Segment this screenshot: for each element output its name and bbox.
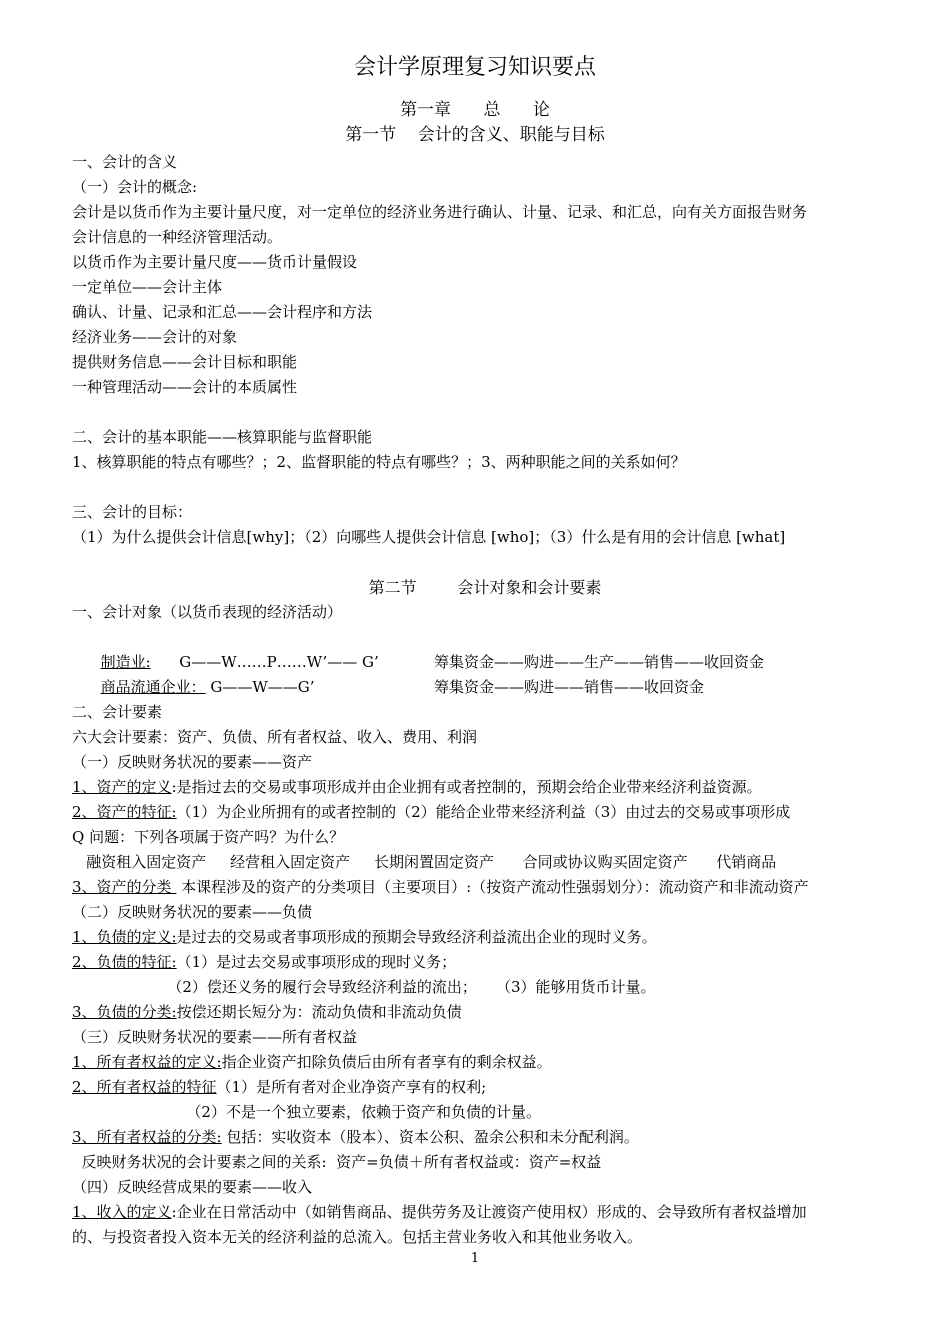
revenue-definition-text: :企业在日常活动中（如销售商品、提供劳务及让渡资产使用权）形成的、会导致所有者权益增加: [171, 1203, 807, 1221]
definition-line-2: 会计信息的一种经济管理活动。: [72, 228, 283, 246]
trade-flow: 筹集资金——购进——销售——收回资金: [434, 678, 705, 696]
subheading-concept: （一）会计的概念:: [72, 178, 198, 196]
heading-object: 一、会计对象（以货币表现的经济活动）: [72, 603, 343, 621]
equity-features-2: （2）不是一个独立要素，依赖于资产和负债的计量。: [72, 1103, 541, 1121]
revenue-definition: [72, 1200, 898, 1225]
revenue-heading: （四）反映经营成果的要素——收入: [72, 1178, 313, 1196]
asset-features-label: 2、资产的特征:: [72, 803, 177, 821]
trade-formula: G——W——G’: [205, 678, 315, 696]
equity-heading: （三）反映财务状况的要素——所有者权益: [72, 1028, 358, 1046]
chapter-heading: 第一章 总 论: [400, 100, 550, 120]
spacer: [72, 400, 898, 425]
asset-features: [72, 800, 898, 825]
manufacturing-row: [72, 625, 898, 671]
concept-item: 确认、计量、记录和汇总——会计程序和方法: [72, 303, 373, 321]
equity-definition-label: 1、所有者权益的定义:: [72, 1053, 222, 1071]
liability-definition-label: 1、负债的定义:: [72, 928, 177, 946]
liability-features-2: （2）偿还义务的履行会导致经济利益的流出； （3）能够用货币计量。: [72, 978, 656, 996]
heading-meaning: 一、会计的含义: [72, 153, 178, 171]
equity-definition-text: 指企业资产扣除负债后由所有者享有的剩余权益。: [221, 1053, 552, 1071]
equity-classification-text: 包括：实收资本（股本）、资本公积、盈余公积和未分配利润。: [221, 1128, 639, 1146]
asset-definition-label: 1、资产的定义: [72, 778, 172, 796]
equity-classification-label: 3、所有者权益的分类:: [72, 1128, 222, 1146]
section-heading: 第一节 会计的含义、职能与目标: [345, 125, 605, 145]
goals-text: （1）为什么提供会计信息[why]；（2）向哪些人提供会计信息 [who]；（3）什么是有用的会计信息 [what]: [72, 528, 786, 546]
trade-row: [72, 650, 898, 696]
manufacturing-formula: G——W……P……W’—— G’: [150, 653, 379, 671]
heading-functions: 二、会计的基本职能——核算职能与监督职能: [72, 428, 373, 446]
asset-classification-label: 3、资产的分类: [72, 878, 177, 896]
heading-goals: 三、会计的目标：: [72, 503, 193, 521]
equity-definition: [72, 1050, 898, 1075]
manufacturing-flow: 筹集资金——购进——生产——销售——收回资金: [434, 653, 765, 671]
trade-label: 商品流通企业：: [100, 678, 206, 696]
liability-features: [72, 950, 898, 975]
revenue-definition-2: 的、与投资者投入资本无关的经济利益的总流入。包括主营业务收入和其他业务收入。: [72, 1228, 643, 1246]
equity-features-label: 2、所有者权益的特征: [72, 1078, 217, 1096]
concept-item: 一定单位——会计主体: [72, 278, 223, 296]
liabilities-heading: （二）反映财务状况的要素——负债: [72, 903, 313, 921]
liability-features-text: （1）是过去交易或事项形成的现时义务；: [176, 953, 457, 971]
concept-item: 经济业务——会计的对象: [72, 328, 238, 346]
asset-question: Q 问题：下列各项属于资产吗？为什么？: [72, 828, 345, 846]
asset-question-items: 融资租入固定资产 经营租入固定资产 长期闲置固定资产 合同或协议购买固定资产 代销商品: [72, 853, 777, 871]
spacer: [72, 550, 898, 575]
revenue-definition-label: 1、收入的定义: [72, 1203, 172, 1221]
page-number: 1: [470, 1251, 480, 1266]
liability-definition: [72, 925, 898, 950]
manufacturing-label: 制造业:: [100, 653, 151, 671]
assets-heading: （一）反映财务状况的要素——资产: [72, 753, 313, 771]
concept-item: 以货币作为主要计量尺度——货币计量假设: [72, 253, 358, 271]
spacer: [72, 475, 898, 500]
concept-item: 提供财务信息——会计目标和职能: [72, 353, 298, 371]
equity-features: [72, 1075, 898, 1100]
liability-classification: [72, 1000, 898, 1025]
asset-definition: [72, 775, 898, 800]
functions-questions: 1、核算职能的特点有哪些？；2、监督职能的特点有哪些？；3、两种职能之间的关系如何？: [72, 453, 686, 471]
document-body: [72, 150, 898, 1250]
heading-elements: 二、会计要素: [72, 703, 163, 721]
concept-item: 一种管理活动——会计的本质属性: [72, 378, 298, 396]
liability-classification-label: 3、负债的分类:: [72, 1003, 177, 1021]
equity-features-text: （1）是所有者对企业净资产享有的权利;: [216, 1078, 487, 1096]
element-relationship: 反映财务状况的会计要素之间的关系: 资产=负债＋所有者权益或：资产=权益: [72, 1153, 602, 1171]
six-elements: 六大会计要素：资产、负债、所有者权益、收入、费用、利润: [72, 728, 478, 746]
liability-features-label: 2、负债的特征:: [72, 953, 177, 971]
document-title: 会计学原理复习知识要点: [353, 55, 596, 80]
definition-line-1: 会计是以货币作为主要计量尺度，对一定单位的经济业务进行确认、计量、记录、和汇总，向有关方面报告财务: [72, 203, 808, 221]
liability-classification-text: 按偿还期长短分为：流动负债和非流动负债: [176, 1003, 462, 1021]
liability-definition-text: 是过去的交易或者事项形成的预期会导致经济利益流出企业的现时义务。: [176, 928, 657, 946]
section-2-heading: 第二节 会计对象和会计要素: [368, 578, 602, 597]
asset-classification-text: 本课程涉及的资产的分类项目（主要项目）:（按资产流动性强弱划分）：流动资产和非流动资产: [176, 878, 809, 896]
equity-classification: [72, 1125, 898, 1150]
asset-features-text: （1）为企业所拥有的或者控制的（2）能给企业带来经济利益（3）由过去的交易或事项形成: [176, 803, 791, 821]
asset-definition-text: :是指过去的交易或事项形成并由企业拥有或者控制的，预期会给企业带来经济利益资源。: [171, 778, 762, 796]
asset-classification: [72, 875, 898, 900]
